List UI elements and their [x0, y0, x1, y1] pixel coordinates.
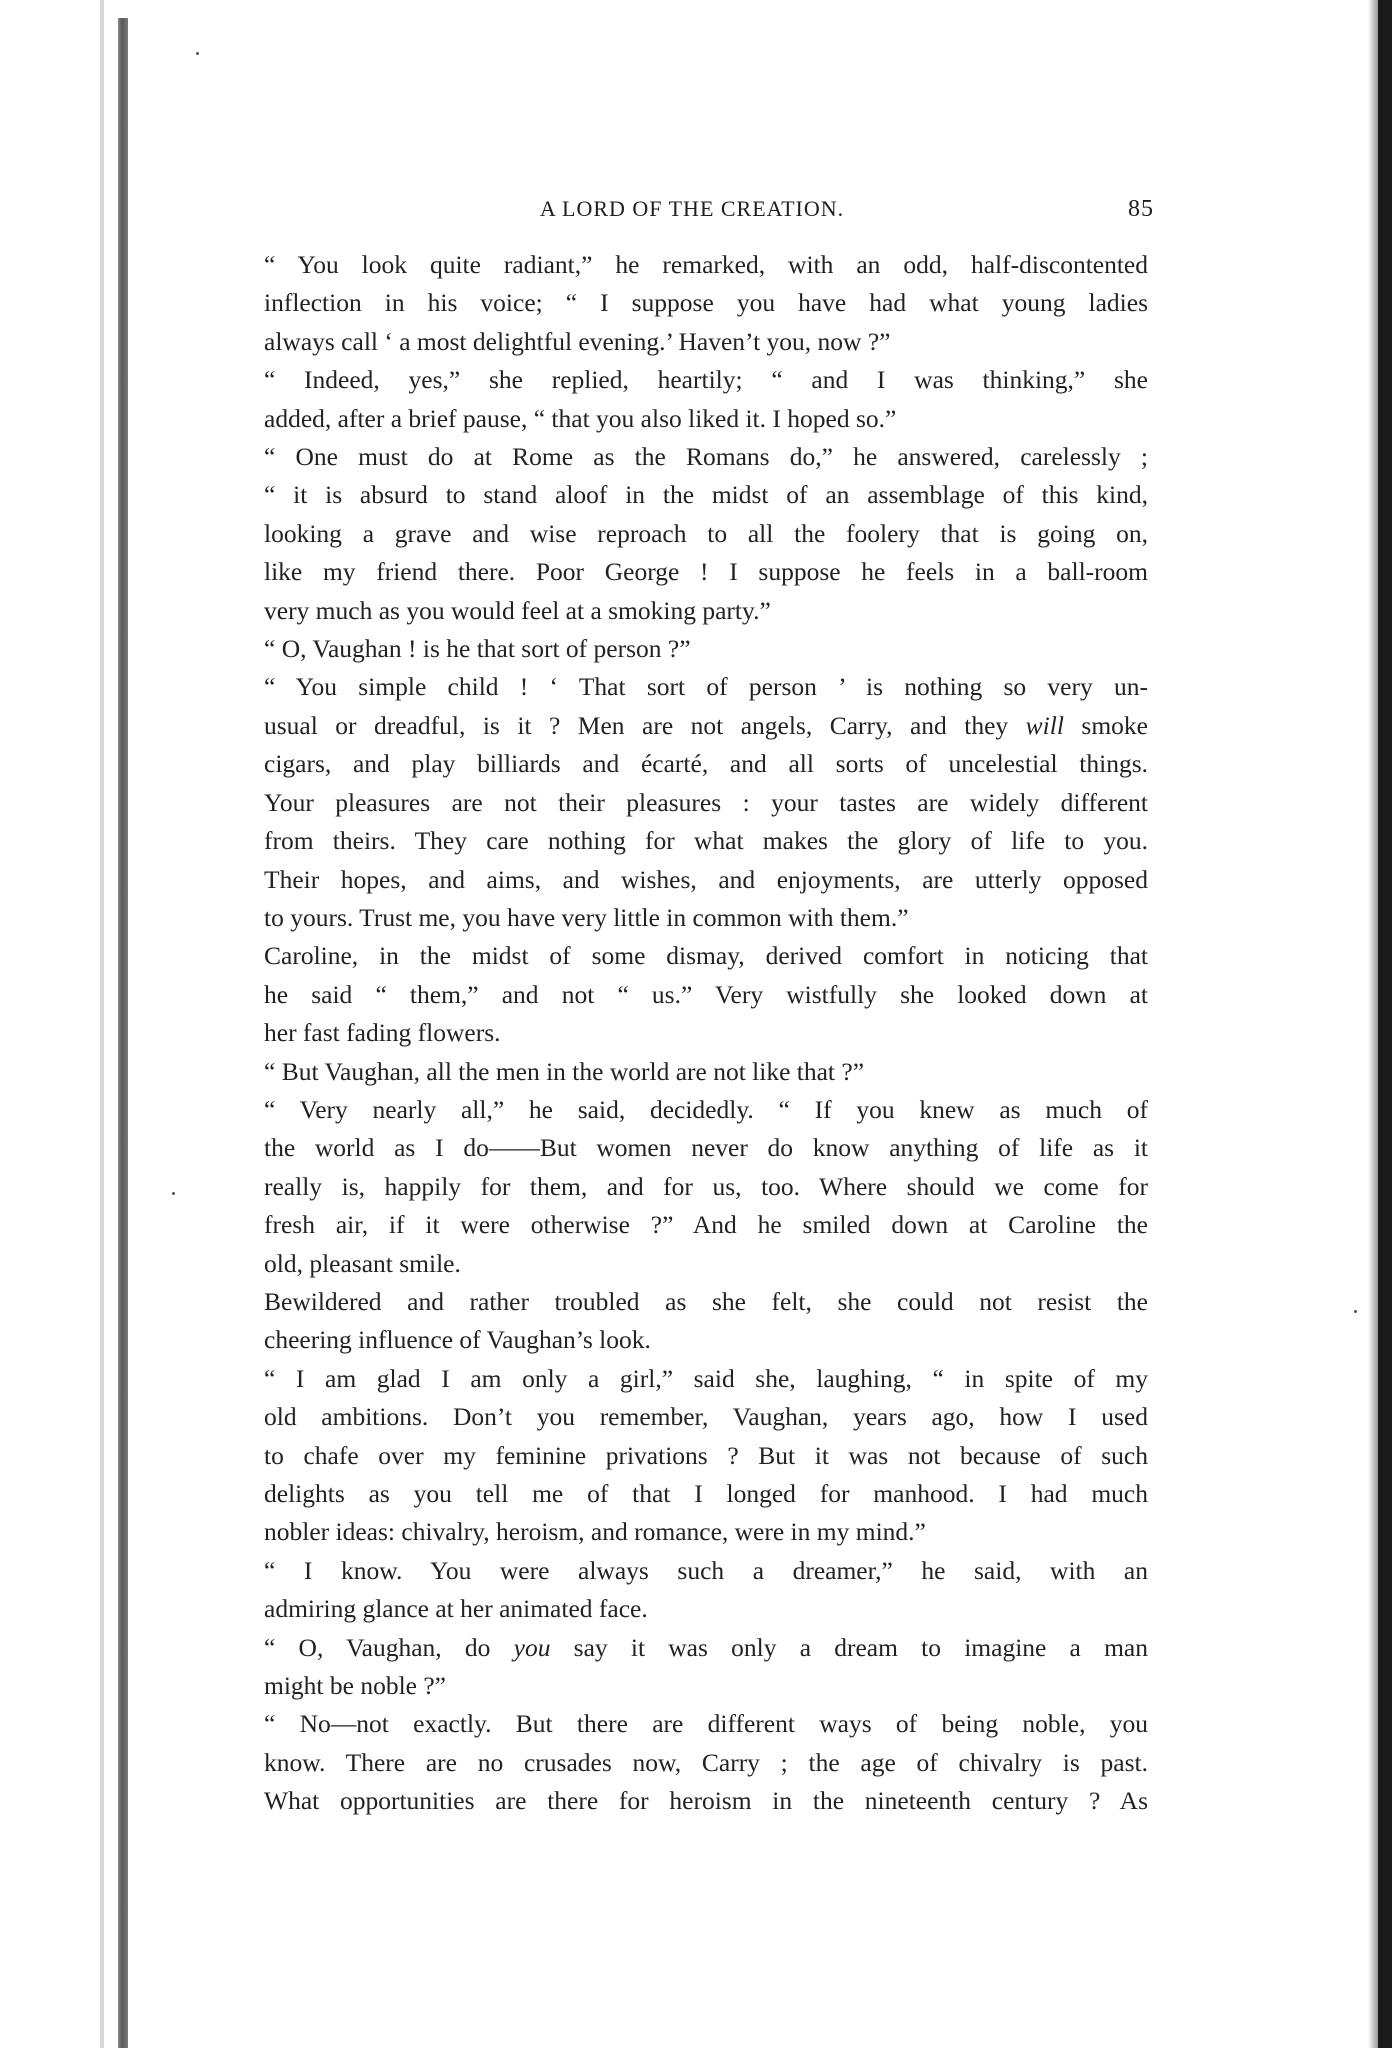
text-line: to chafe over my feminine privations ? But it was not because of such — [264, 1440, 1148, 1470]
text-line: admiring glance at her animated face. — [264, 1594, 648, 1624]
text-line: always call ‘ a most delightful evening.’ Haven’t you, now ?” — [264, 326, 891, 356]
right-edge-shade — [1368, 0, 1378, 2048]
text-line: know. There are no crusades now, Carry ; the age of chivalry is past. — [264, 1747, 1148, 1777]
text-line: “ it is absurd to stand aloof in the midst of an assemblage of this kind, — [264, 480, 1148, 510]
text-line: fresh air, if it were otherwise ?” And he smiled down at Caroline the — [264, 1210, 1148, 1240]
paragraph — [236, 1629, 1148, 1706]
text-line: “ Indeed, yes,” she replied, heartily; “ and I was thinking,” she — [264, 365, 1148, 395]
text-line: Caroline, in the midst of some dismay, derived comfort in noticing that — [264, 941, 1148, 971]
text-line: he said “ them,” and not “ us.” Very wistfully she looked down at — [264, 979, 1148, 1009]
text-line: old ambitions. Don’t you remember, Vaughan, years ago, how I used — [264, 1402, 1148, 1432]
text-line: looking a grave and wise reproach to all the foolery that is going on, — [264, 518, 1148, 548]
page-edge-line — [100, 0, 104, 2048]
text-line: “ Very nearly all,” he said, decidedly. “ If you knew as much of — [264, 1094, 1148, 1124]
text-line: her fast fading flowers. — [264, 1018, 501, 1048]
text-line: “ You look quite radiant,” he remarked, with an odd, half-discontented — [264, 250, 1148, 279]
text-line: really is, happily for them, and for us, too. Where should we come for — [264, 1171, 1148, 1201]
paragraph — [236, 1091, 1148, 1283]
paragraph — [236, 246, 1148, 361]
paragraph — [236, 1053, 1148, 1091]
binding-shadow — [118, 18, 128, 2048]
text-line: “ O, Vaughan ! is he that sort of person ?” — [264, 634, 691, 664]
text-line: What opportunities are there for heroism in the nineteenth century ? As — [264, 1786, 1148, 1816]
paragraph — [236, 438, 1148, 630]
text-line: “ One must do at Rome as the Romans do,” he answered, carelessly ; — [264, 442, 1148, 472]
text-line: “ I know. You were always such a dreamer,” he said, with an — [264, 1555, 1148, 1585]
text-line: might be noble ?” — [264, 1671, 446, 1701]
paragraph — [236, 361, 1148, 438]
paragraph — [236, 1705, 1148, 1820]
text-line: like my friend there. Poor George ! I suppose he feels in a ball-room — [264, 557, 1148, 587]
italic-emphasis: you — [513, 1632, 551, 1662]
text-line: from theirs. They care nothing for what makes the glory of life to you. — [264, 826, 1148, 856]
italic-emphasis: will — [1025, 710, 1064, 740]
text-line: delights as you tell me of that I longed for manhood. I had much — [264, 1479, 1148, 1508]
text-line: old, pleasant smile. — [264, 1248, 461, 1278]
paragraph — [236, 1552, 1148, 1629]
body-text — [236, 246, 1148, 1821]
scan-speck — [196, 52, 199, 55]
text-line: Your pleasures are not their pleasures : your tastes are widely different — [264, 787, 1148, 817]
paragraph — [236, 1283, 1148, 1360]
running-head — [236, 196, 1154, 232]
paragraph — [236, 630, 1148, 668]
text-line: Their hopes, and aims, and wishes, and enjoyments, are utterly opposed — [264, 864, 1148, 894]
scan-speck — [1354, 1310, 1357, 1313]
paragraph — [236, 1360, 1148, 1552]
text-line: usual or dreadful, is it ? Men are not angels, Carry, and they will smoke — [264, 710, 1148, 740]
text-line: added, after a brief pause, “ that you also liked it. I hoped so.” — [264, 403, 897, 433]
page-content — [236, 196, 1154, 1821]
text-line: “ No—not exactly. But there are different ways of being noble, you — [264, 1709, 1148, 1739]
text-line: to yours. Trust me, you have very little in common with them.” — [264, 902, 909, 932]
text-line: cigars, and play billiards and écarté, and all sorts of uncelestial things. — [264, 749, 1148, 779]
text-line: Bewildered and rather troubled as she felt, she could not resist the — [264, 1286, 1148, 1316]
text-line: “ O, Vaughan, do you say it was only a dream to imagine a man — [264, 1632, 1148, 1662]
text-line: cheering influence of Vaughan’s look. — [264, 1325, 651, 1355]
paragraph — [236, 937, 1148, 1052]
running-title: A LORD OF THE CREATION. — [539, 196, 845, 221]
text-line: “ You simple child ! ‘ That sort of person ’ is nothing so very un- — [264, 672, 1148, 702]
right-scan-border — [1378, 0, 1392, 2048]
scan-speck — [172, 1192, 175, 1195]
text-line: “ But Vaughan, all the men in the world are not like that ?” — [264, 1056, 865, 1086]
paragraph — [236, 668, 1148, 937]
text-line: inflection in his voice; “ I suppose you have had what young ladies — [264, 288, 1148, 318]
text-line: the world as I do——But women never do know anything of life as it — [264, 1133, 1148, 1163]
text-line: nobler ideas: chivalry, heroism, and romance, were in my mind.” — [264, 1517, 926, 1547]
page-number: 85 — [1128, 196, 1154, 222]
text-line: very much as you would feel at a smoking party.” — [264, 595, 771, 625]
text-line: “ I am glad I am only a girl,” said she, laughing, “ in spite of my — [264, 1363, 1148, 1393]
